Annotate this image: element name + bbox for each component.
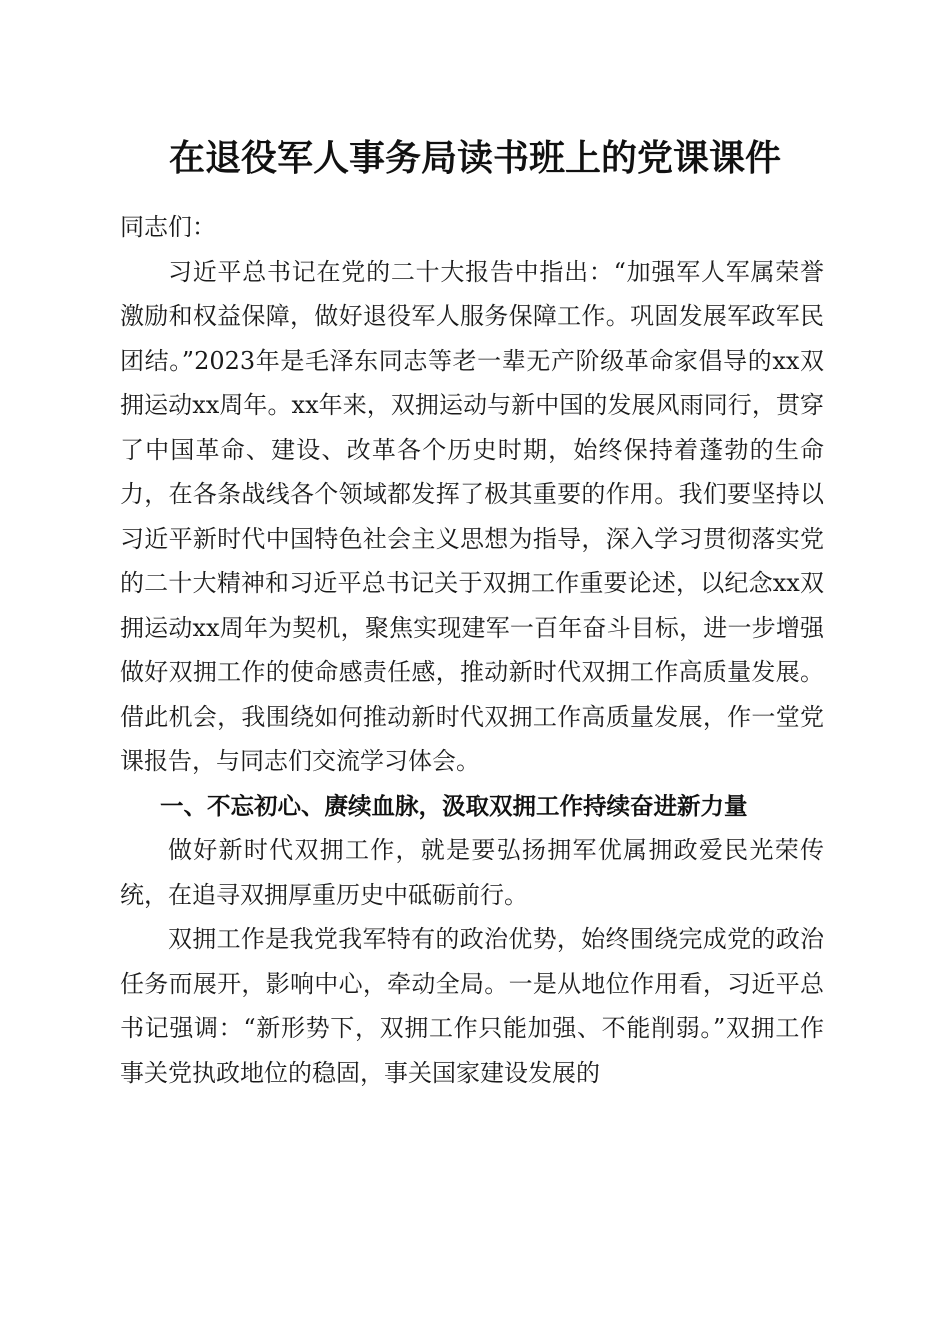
document-body (120, 205, 824, 1095)
document-title: 在退役军人事务局读书班上的党课课件 (168, 137, 781, 179)
section-1-paragraph-2: 双拥工作是我党我军特有的政治优势，始终围绕完成党的政治任务而展开，影响中心，牵动全局。一是从地位作用看，习近平总书记强调：“新形势下，双拥工作只能加强、不能削弱。”双拥工作事关党执政地位的稳固，事关国家建设发展的 (120, 925, 824, 1087)
salutation: 同志们： (120, 213, 216, 241)
section-heading-1: 一、不忘初心、赓续血脉，汲取双拥工作持续奋进新力量 (160, 791, 748, 820)
section-1-paragraph-1: 做好新时代双拥工作，就是要弘扬拥军优属拥政爱民光荣传统，在追寻双拥厚重历史中砥砺前行。 (120, 836, 824, 909)
intro-paragraph: 习近平总书记在党的二十大报告中指出：“加强军人军属荣誉激励和权益保障，做好退役军人服务保障工作。巩固发展军政军民团结。”2023年是毛泽东同志等老一辈无产阶级革命家倡导的xx双拥运动xx周年。xx年来，双拥运动与新中国的发展风雨同行，贯穿了中国革命、建设、改革各个历史时期，始终保持着蓬勃的生命力，在各条战线各个领域都发挥了极其重要的作用。我们要坚持以习近平新时代中国特色社会主义思想为指导，深入学习贯彻落实党的二十大精神和习近平总书记关于双拥工作重要论述，以纪念xx双拥运动xx周年为契机，聚焦实现建军一百年奋斗目标，进一步增强做好双拥工作的使命感责任感，推动新时代双拥工作高质量发展。借此机会，我围绕如何推动新时代双拥工作高质量发展，作一堂党课报告，与同志们交流学习体会。 (120, 257, 824, 775)
